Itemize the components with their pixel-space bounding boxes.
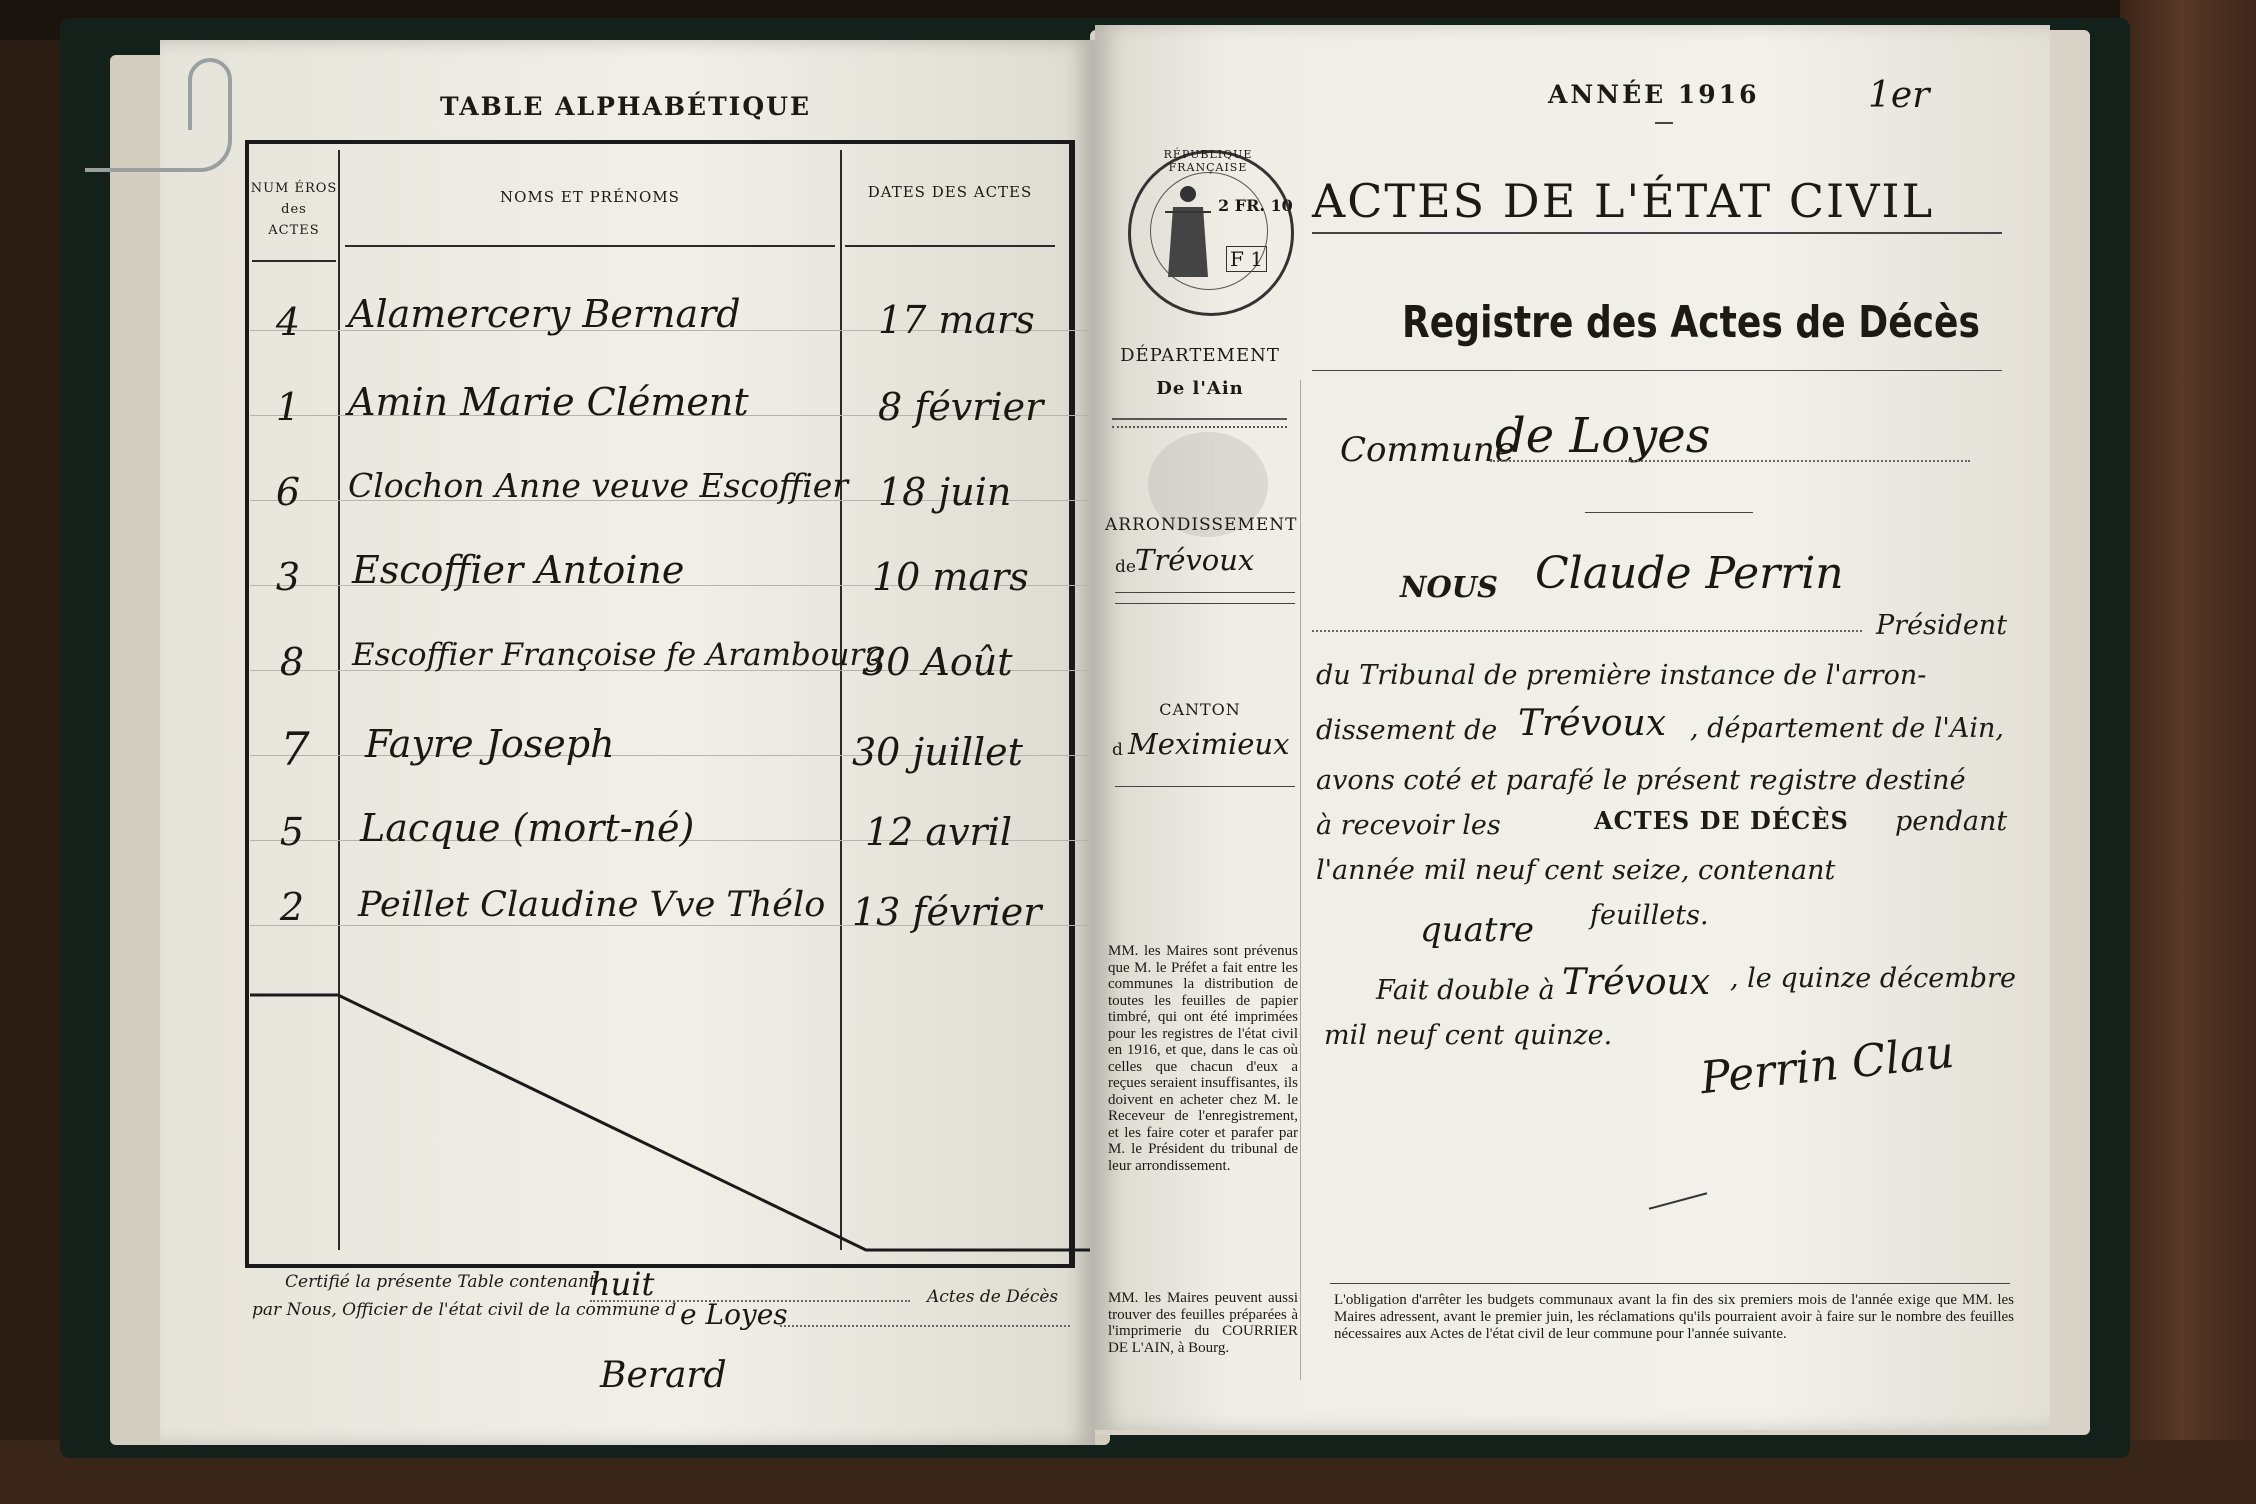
header-dates: DATES DES ACTES bbox=[867, 183, 1033, 201]
arrondissement-prefix: de bbox=[1115, 557, 1136, 577]
row-number: 3 bbox=[275, 555, 301, 599]
commune-value: de Loyes bbox=[1495, 408, 1711, 464]
year-heading: ANNÉE 1916 bbox=[1548, 80, 1760, 109]
dotted-line bbox=[1490, 460, 1970, 462]
row-date: 30 juillet bbox=[852, 730, 1023, 774]
header-numeros bbox=[250, 178, 338, 241]
row-date: 12 avril bbox=[865, 810, 1013, 854]
footnote-budget: L'obligation d'arrêter les budgets communaux avant la fin des six premiers mois de l'année exige que MM. les Maires adressent, avant le premier juin, les réclamations qu'ils pourraient avoir à faire sur le nombre des feuilles nécessaires aux Actes de l'état civil de leur commune pour l'année suivante. bbox=[1334, 1292, 2014, 1342]
table-closing-line bbox=[250, 985, 1090, 1255]
header-rule bbox=[252, 260, 336, 262]
body-line: l'année mil neuf cent seize, contenant bbox=[1316, 855, 1836, 886]
mayor-signature: Berard bbox=[600, 1355, 727, 1396]
ornament bbox=[1655, 122, 1673, 124]
table-title: TABLE ALPHABÉTIQUE bbox=[440, 92, 812, 121]
row-date: 13 février bbox=[852, 890, 1042, 934]
marianne-figure-icon bbox=[1163, 182, 1213, 282]
handwritten-fait-a: Trévoux bbox=[1562, 962, 1711, 1003]
header-numeros-line2: des bbox=[281, 202, 307, 217]
row-name: Fayre Joseph bbox=[365, 722, 615, 766]
body-line: Fait double à bbox=[1376, 975, 1555, 1006]
row-name: Alamercery Bernard bbox=[348, 292, 741, 336]
seal-value: 2 FR. 10 bbox=[1218, 196, 1293, 215]
arrondissement-value: Trévoux bbox=[1135, 543, 1255, 577]
row-name: Clochon Anne veuve Escoffier bbox=[348, 466, 849, 505]
row-name: Lacque (mort-né) bbox=[360, 806, 695, 850]
paperclip-icon bbox=[80, 50, 240, 180]
header-rule bbox=[845, 245, 1055, 247]
arrondissement-label: ARRONDISSEMENT bbox=[1105, 515, 1298, 535]
certification-line2: par Nous, Officier de l'état civil de la commune d bbox=[252, 1300, 677, 1320]
margin-rule bbox=[1115, 592, 1295, 593]
subtitle-rule bbox=[1312, 370, 2002, 371]
row-date: 8 février bbox=[878, 385, 1044, 429]
body-line: Président bbox=[1876, 610, 2008, 641]
certification-count: huit bbox=[590, 1265, 655, 1303]
margin-rule bbox=[1115, 603, 1295, 604]
handwritten-feuillets: quatre bbox=[1420, 910, 1534, 950]
header-numeros-line1: NUM ÉROS bbox=[250, 181, 338, 196]
nous-label: NOUS bbox=[1400, 570, 1499, 604]
row-number: 7 bbox=[280, 722, 310, 776]
title-rule bbox=[1312, 232, 2002, 234]
body-line: , département de l'Ain, bbox=[1690, 713, 2004, 744]
register-subtitle: Registre des Actes de Décès bbox=[1402, 297, 1981, 348]
body-line: , le quinze décembre bbox=[1730, 963, 2016, 994]
footnote-rule bbox=[1330, 1283, 2010, 1284]
short-rule bbox=[1585, 512, 1753, 513]
row-name: Escoffier Antoine bbox=[352, 548, 685, 592]
body-emphasis: ACTES DE DÉCÈS bbox=[1594, 806, 1849, 835]
margin-rule bbox=[1115, 786, 1295, 787]
row-number: 8 bbox=[279, 640, 305, 684]
header-rule bbox=[345, 245, 835, 247]
body-line: dissement de bbox=[1316, 715, 1498, 746]
row-date: 10 mars bbox=[872, 555, 1029, 599]
row-name: Peillet Claudine Vve Thélo bbox=[358, 885, 826, 925]
row-number: 5 bbox=[279, 810, 305, 854]
body-line: pendant bbox=[1895, 806, 2008, 837]
canton-label: CANTON bbox=[1159, 700, 1241, 719]
row-number: 4 bbox=[275, 300, 301, 344]
departement-value: De l'Ain bbox=[1156, 378, 1244, 399]
ornament-rule bbox=[1112, 418, 1287, 428]
handwritten-arrondissement: Trévoux bbox=[1518, 703, 1667, 744]
header-numeros-line3: ACTES bbox=[268, 223, 320, 238]
seal-mark: F 1 bbox=[1226, 246, 1267, 272]
body-line: avons coté et parafé le présent registre destiné bbox=[1316, 765, 1966, 796]
body-line: mil neuf cent quinze. bbox=[1324, 1020, 1613, 1051]
canton-value: Meximieux bbox=[1128, 727, 1290, 761]
row-name: Escoffier Françoise fe Arambourg bbox=[352, 637, 885, 673]
certification-line1: Certifié la présente Table contenant bbox=[285, 1272, 596, 1292]
header-noms: NOMS ET PRÉNOMS bbox=[500, 188, 680, 206]
desk-background-right bbox=[2120, 0, 2256, 1504]
notice-maires: MM. les Maires sont prévenus que M. le Préfet a fait entre les communes la distribution de toutes les feuilles de papier timbré, qui ont été imprimées pour les registres de l'état civil en 1916, et que, dans le cas où celles que chacun d'eux a reçues seraient insuffisantes, ils doivent en acheter chez M. le Receveur de l'enregistrement, et les faire coter et parafer par M. le Président du tribunal de leur arrondissement. bbox=[1108, 943, 1298, 1174]
certification-suffix: Actes de Décès bbox=[927, 1287, 1059, 1307]
body-line: à recevoir les bbox=[1316, 810, 1501, 841]
canton-prefix: d bbox=[1112, 740, 1123, 760]
certification-commune: e Loyes bbox=[680, 1298, 788, 1331]
dotted-line bbox=[1312, 630, 1862, 632]
body-line: du Tribunal de première instance de l'arron- bbox=[1316, 660, 1927, 691]
row-date: 17 mars bbox=[878, 298, 1035, 342]
margin-divider bbox=[1300, 380, 1301, 1380]
commune-label: Commune bbox=[1340, 430, 1515, 470]
row-date: 30 Août bbox=[862, 640, 1013, 684]
main-title: ACTES DE L'ÉTAT CIVIL bbox=[1312, 174, 1935, 228]
row-number: 1 bbox=[275, 385, 301, 429]
seal-ring-text: RÉPUBLIQUE FRANÇAISE bbox=[1163, 148, 1253, 174]
president-signature: Perrin Clau bbox=[1698, 1026, 1957, 1105]
row-number: 6 bbox=[275, 470, 301, 514]
notice-imprimerie: MM. les Maires peuvent aussi trouver des feuilles préparées à l'imprimerie du COURRIER DE L'AIN, à Bourg. bbox=[1108, 1290, 1298, 1356]
row-number: 2 bbox=[279, 885, 305, 929]
folio-number: 1er bbox=[1868, 75, 1930, 116]
body-line: feuillets. bbox=[1590, 900, 1709, 931]
row-date: 18 juin bbox=[878, 470, 1012, 514]
president-name: Claude Perrin bbox=[1535, 548, 1844, 599]
row-name: Amin Marie Clément bbox=[348, 380, 749, 424]
departement-label: DÉPARTEMENT bbox=[1120, 345, 1280, 366]
dotted-line bbox=[780, 1325, 1070, 1327]
